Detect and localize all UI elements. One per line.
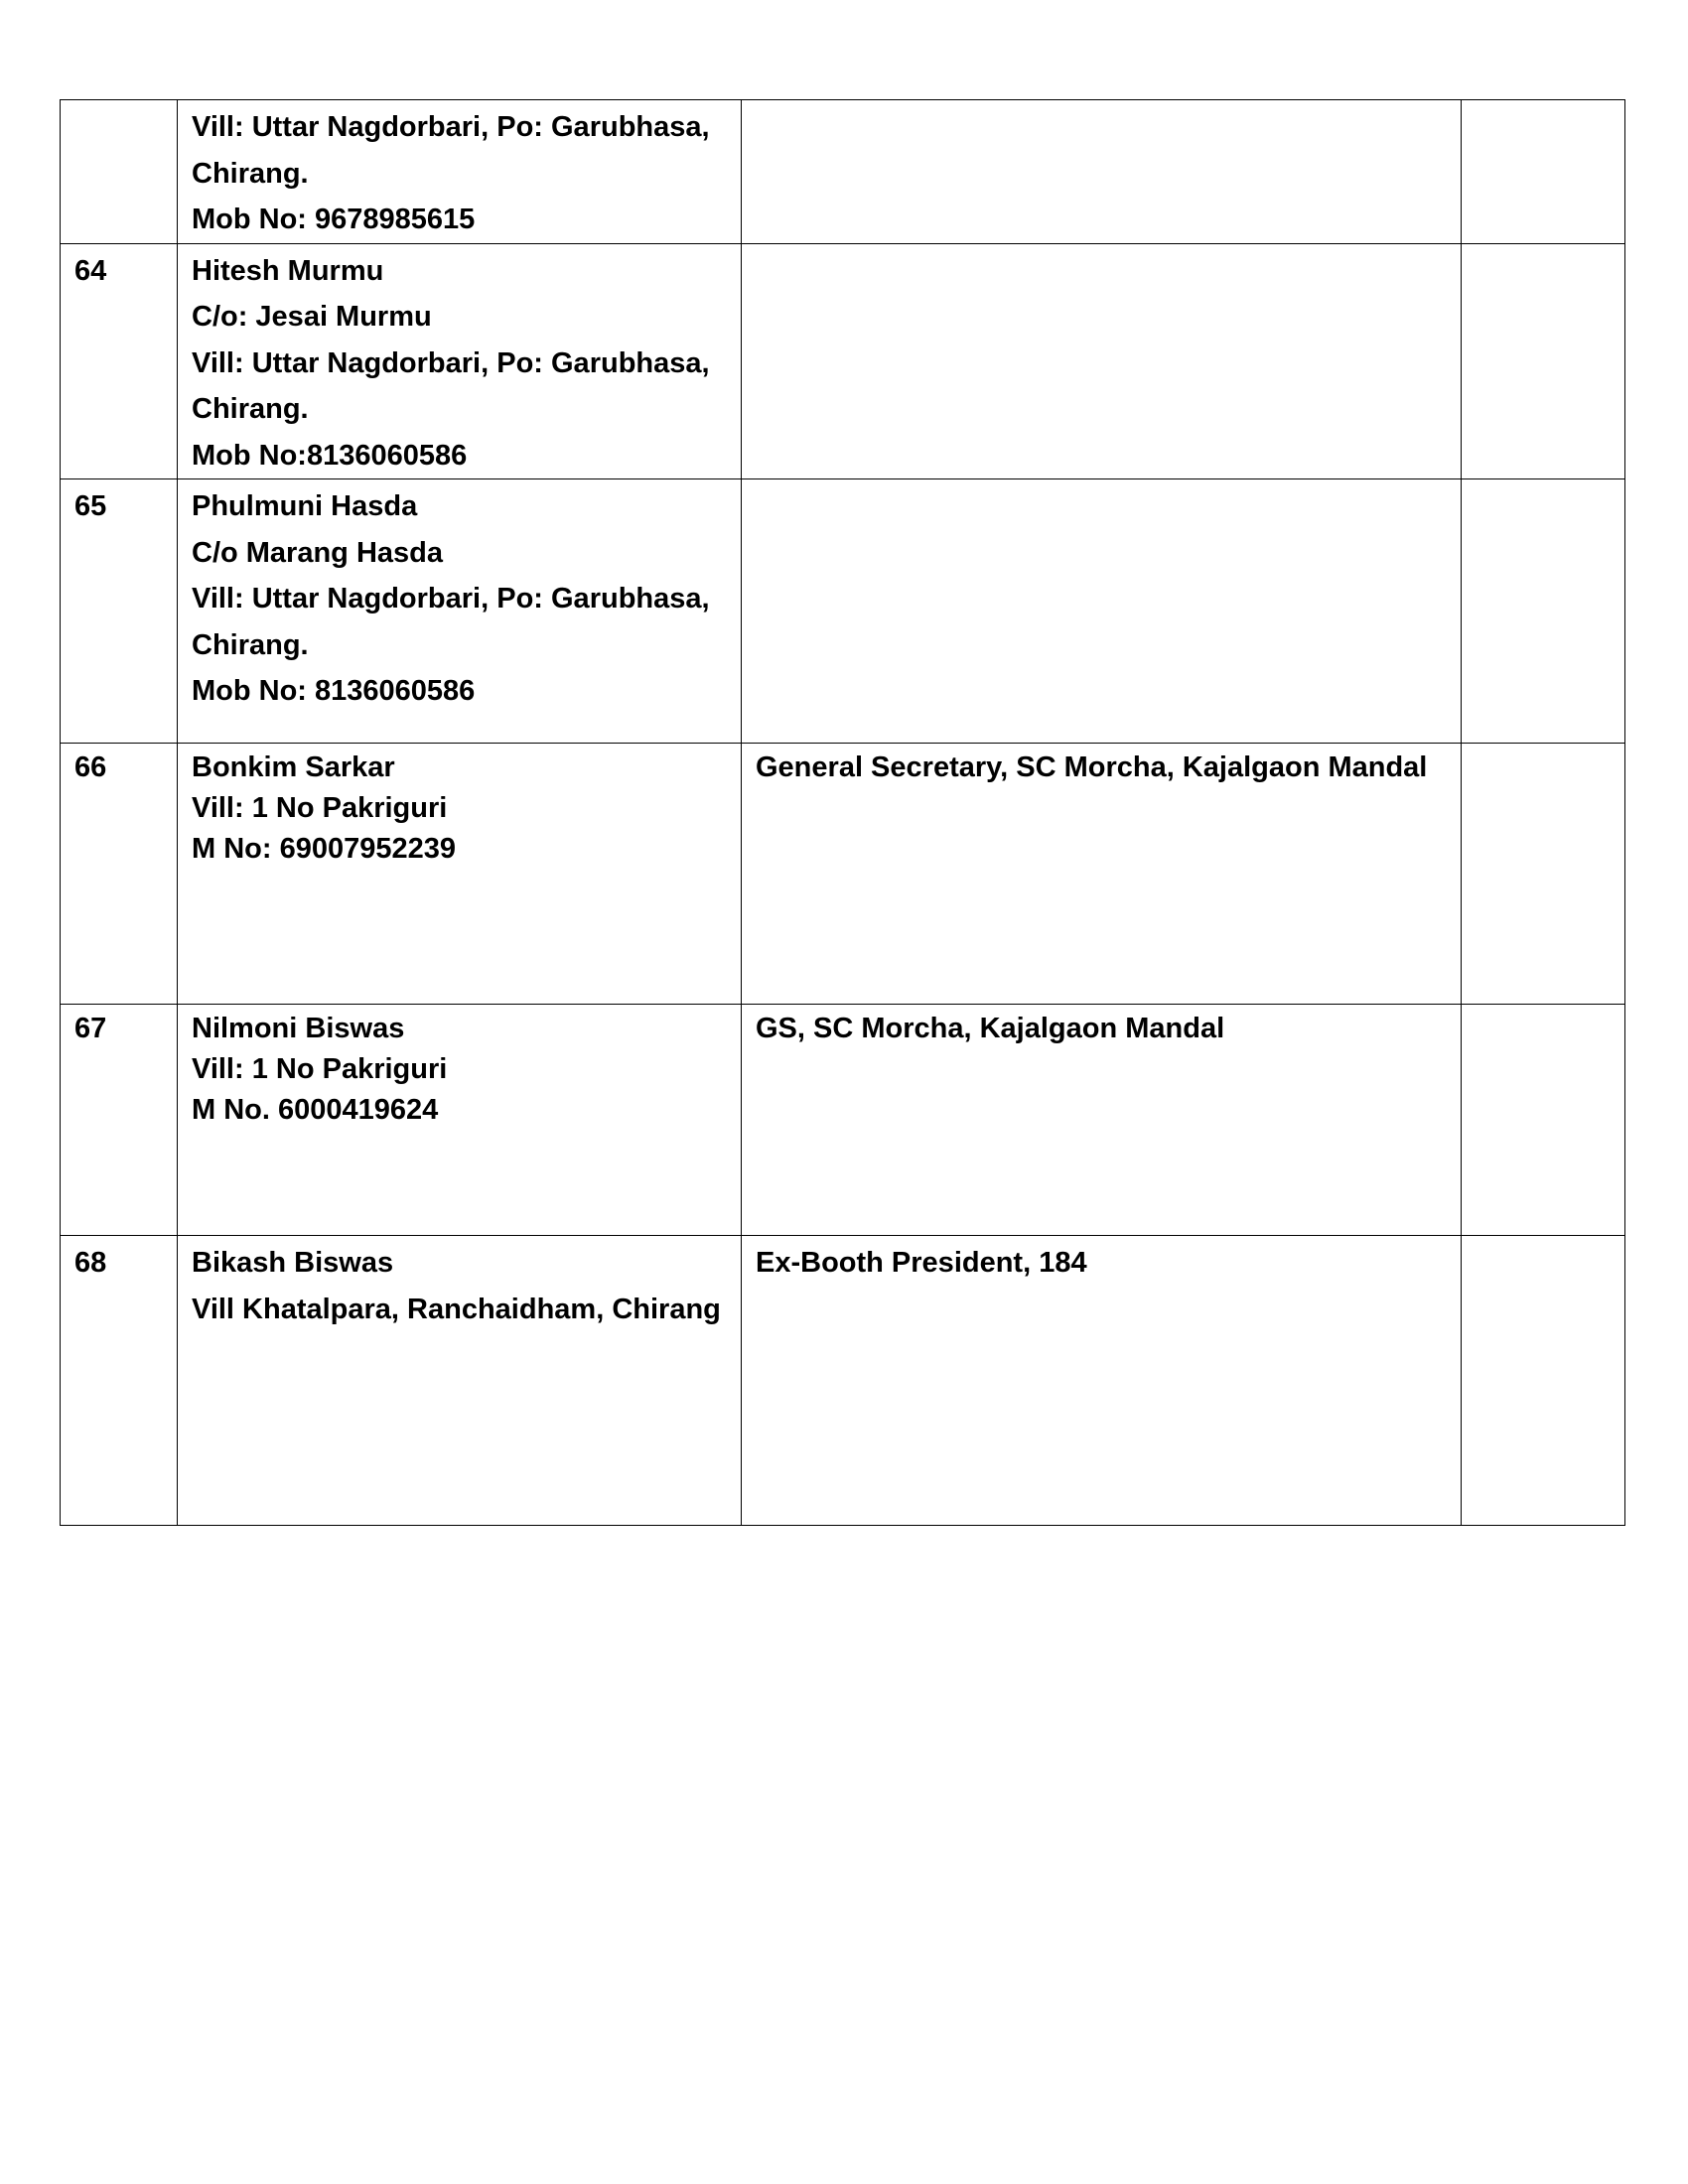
guardian-line: C/o: Jesai Murmu — [192, 301, 432, 333]
phone-line: M No: 69007952239 — [192, 833, 456, 865]
role-text: Ex-Booth President, 184 — [756, 1247, 1087, 1279]
details-cell — [178, 479, 742, 744]
member-name: Hitesh Murmu — [192, 254, 384, 287]
district-line: Chirang. — [192, 157, 309, 190]
details-cell — [178, 1236, 742, 1526]
serial-number: 67 — [74, 1013, 107, 1044]
extra-cell — [1462, 243, 1625, 479]
phone-line: M No. 6000419624 — [192, 1094, 439, 1126]
serial-cell — [61, 1005, 178, 1236]
role-cell — [742, 744, 1462, 1005]
table-row — [61, 744, 1625, 1005]
serial-cell — [61, 744, 178, 1005]
phone-line: Mob No:8136060586 — [192, 439, 468, 472]
extra-cell — [1462, 100, 1625, 244]
member-name: Nilmoni Biswas — [192, 1013, 405, 1044]
extra-cell — [1462, 1005, 1625, 1236]
role-text: GS, SC Morcha, Kajalgaon Mandal — [756, 1013, 1225, 1044]
address-line: Vill: 1 No Pakriguri — [192, 1053, 448, 1085]
table-row — [61, 100, 1625, 244]
member-name: Bikash Biswas — [192, 1247, 394, 1279]
table-row — [61, 479, 1625, 744]
role-cell — [742, 1236, 1462, 1526]
extra-cell — [1462, 479, 1625, 744]
table-row — [61, 1236, 1625, 1526]
role-cell — [742, 1005, 1462, 1236]
extra-cell — [1462, 744, 1625, 1005]
address-line: Vill: 1 No Pakriguri — [192, 792, 448, 824]
address-line: Vill: Uttar Nagdorbari, Po: Garubhasa, — [192, 583, 710, 614]
serial-cell — [61, 100, 178, 244]
serial-number: 68 — [74, 1247, 107, 1279]
table-row — [61, 243, 1625, 479]
phone-line: Mob No: 8136060586 — [192, 675, 476, 707]
address-line: Vill: Uttar Nagdorbari, Po: Garubhasa, — [192, 346, 710, 379]
role-cell — [742, 243, 1462, 479]
details-cell — [178, 744, 742, 1005]
serial-cell — [61, 1236, 178, 1526]
guardian-line: C/o Marang Hasda — [192, 536, 443, 569]
details-cell — [178, 1005, 742, 1236]
address-line: Vill: Uttar Nagdorbari, Po: Garubhasa, — [192, 111, 710, 143]
role-cell — [742, 100, 1462, 244]
serial-cell — [61, 479, 178, 744]
extra-cell — [1462, 1236, 1625, 1526]
serial-number: 64 — [74, 254, 107, 287]
member-name: Phulmuni Hasda — [192, 490, 418, 522]
details-cell — [178, 243, 742, 479]
member-table — [60, 99, 1625, 1526]
address-line: Vill Khatalpara, Ranchaidham, Chirang — [192, 1293, 721, 1325]
serial-number: 65 — [74, 490, 107, 522]
role-cell — [742, 479, 1462, 744]
role-text: General Secretary, SC Morcha, Kajalgaon Mandal — [756, 751, 1428, 783]
details-cell — [178, 100, 742, 244]
serial-number: 66 — [74, 751, 107, 783]
serial-cell — [61, 243, 178, 479]
district-line: Chirang. — [192, 628, 309, 661]
table-row — [61, 1005, 1625, 1236]
district-line: Chirang. — [192, 393, 309, 425]
phone-line: Mob No: 9678985615 — [192, 204, 476, 235]
member-name: Bonkim Sarkar — [192, 751, 395, 783]
